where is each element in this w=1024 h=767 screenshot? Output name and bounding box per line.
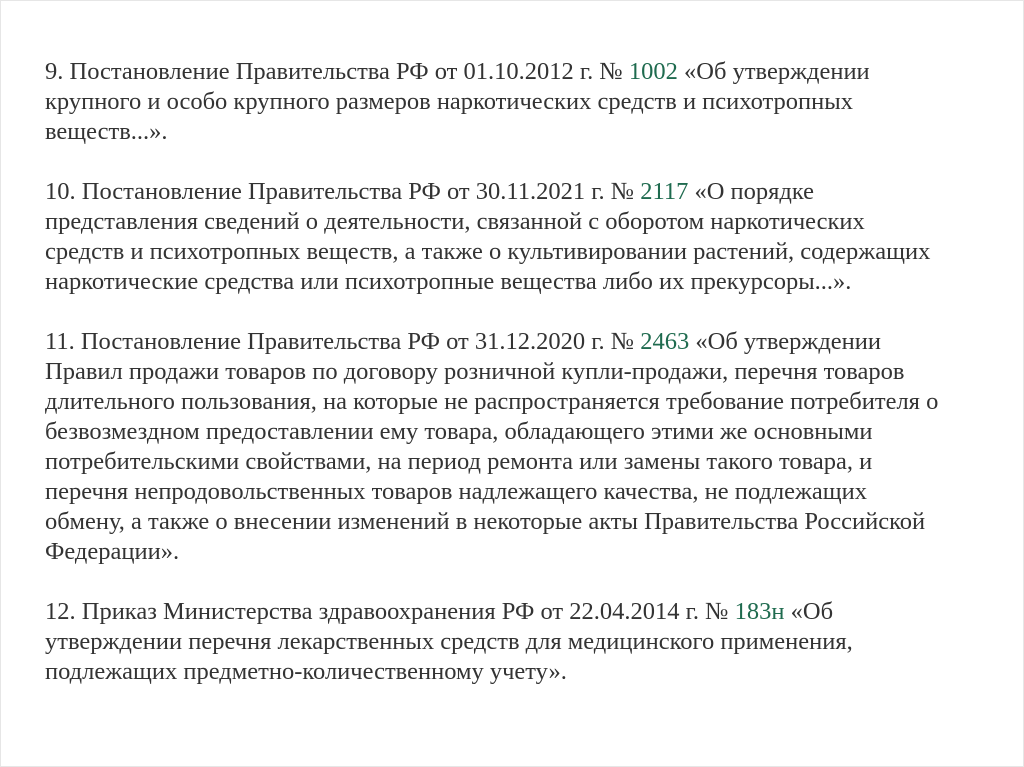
list-item-line: утверждении перечня лекарственных средств для медицинского применения, <box>45 628 853 655</box>
document-number-link[interactable]: 183н <box>734 598 785 625</box>
list-item-line <box>45 57 995 87</box>
document-list <box>45 57 995 717</box>
list-item-line: Федерации». <box>45 538 180 565</box>
list-item-line <box>45 597 995 627</box>
list-item-10 <box>45 177 995 297</box>
list-item-line: веществ...». <box>45 118 168 145</box>
item-text-prefix: 12. Приказ Министерства здравоохранения РФ от 22.04.2014 г. № <box>45 598 735 625</box>
document-number-link[interactable]: 1002 <box>628 58 678 85</box>
list-item-line: представления сведений о деятельности, связанной с оборотом наркотических <box>45 208 865 235</box>
item-text-prefix: 10. Постановление Правительства РФ от 30.11.2021 г. № <box>45 178 641 205</box>
list-item-line: потребительскими свойствами, на период ремонта или замены такого товара, и <box>45 448 873 475</box>
list-item-line: средств и психотропных веществ, а также о культивировании растений, содержащих <box>45 238 931 265</box>
item-text-suffix: «Об <box>784 598 834 625</box>
list-item-12 <box>45 597 995 687</box>
list-item-line <box>45 177 995 207</box>
list-item-line: Правил продажи товаров по договору розничной купли-продажи, перечня товаров <box>45 358 905 385</box>
item-text-suffix: «Об утверждении <box>677 58 870 85</box>
list-item-line: подлежащих предметно-количественному учету». <box>45 658 567 685</box>
item-text-suffix: «О порядке <box>688 178 815 205</box>
list-item-line: обмену, а также о внесении изменений в некоторые акты Правительства Российской <box>45 508 926 535</box>
list-item-line: длительного пользования, на которые не распространяется требование потребителя о <box>45 388 939 415</box>
document-number-link[interactable]: 2463 <box>640 328 690 355</box>
list-item-line <box>45 327 995 357</box>
list-item-11 <box>45 327 995 567</box>
item-text-prefix: 11. Постановление Правительства РФ от 31.12.2020 г. № <box>45 328 641 355</box>
item-text-prefix: 9. Постановление Правительства РФ от 01.10.2012 г. № <box>45 58 629 85</box>
document-number-link[interactable]: 2117 <box>640 178 689 205</box>
list-item-line: крупного и особо крупного размеров наркотических средств и психотропных <box>45 88 853 115</box>
list-item-line: безвозмездном предоставлении ему товара, обладающего этими же основными <box>45 418 873 445</box>
item-text-suffix: «Об утверждении <box>689 328 882 355</box>
list-item-line: наркотические средства или психотропные вещества либо их прекурсоры...». <box>45 268 852 295</box>
list-item-line: перечня непродовольственных товаров надлежащего качества, не подлежащих <box>45 478 867 505</box>
list-item-9 <box>45 57 995 147</box>
